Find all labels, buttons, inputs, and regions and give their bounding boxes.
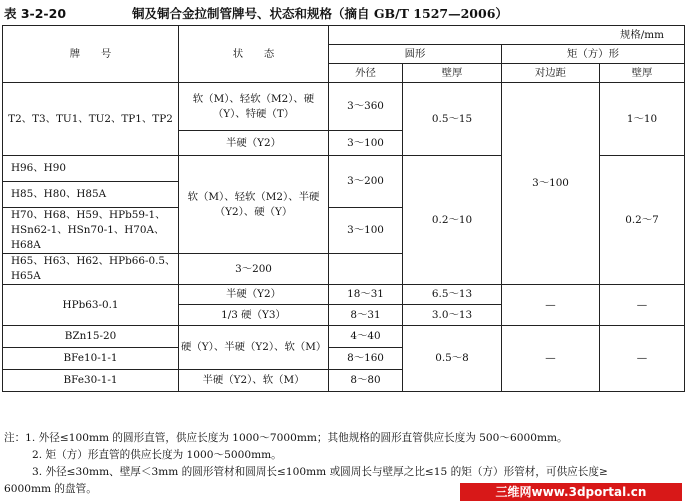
od-cell: 8～80	[329, 370, 403, 392]
table-caption	[4, 2, 684, 24]
dash-cell: —	[502, 326, 600, 392]
note-line: 6000mm 的盘管。	[4, 483, 97, 495]
rect-wall-cell: 0.2～7	[600, 156, 685, 285]
grade-cell: HPb63-0.1	[3, 285, 179, 326]
od-cell: 8～31	[329, 305, 403, 326]
rect-wall-cell: 1～10	[600, 83, 685, 156]
header-wall: 壁厚	[403, 64, 502, 83]
od-cell: 8～160	[329, 348, 403, 370]
od-cell: 4～40	[329, 326, 403, 348]
header-round: 圆形	[329, 45, 502, 64]
header-od: 外径	[329, 64, 403, 83]
dash-cell: —	[502, 285, 600, 326]
wall-cell: 0.5～15	[403, 83, 502, 156]
across-cell: 3～100	[502, 83, 600, 285]
state-cell: 半硬（Y2）	[179, 131, 329, 156]
watermark-logo: 三维网www.3dportal.cn	[460, 483, 682, 501]
spec-table	[2, 25, 685, 392]
dash-cell: —	[600, 326, 685, 392]
od-cell: 3～360	[329, 83, 403, 131]
od-cell: 3～100	[329, 131, 403, 156]
grade-cell: H70、H68、H59、HPb59-1、HSn62-1、HSn70-1、H70A、H68A	[3, 208, 179, 254]
note-line: 3. 外径≤30mm、壁厚＜3mm 的圆形管材和圆周长≤100mm 或圆周长与壁厚之比≤15 的矩（方）形管材，可供应长度≥	[32, 466, 608, 478]
table-number: 表 3-2-20	[4, 6, 67, 21]
od-cell: 3～200	[329, 156, 403, 208]
state-cell: 半硬（Y2）、软（M）	[179, 370, 329, 392]
state-cell: 1/3 硬（Y3）	[179, 305, 329, 326]
wall-cell: 0.2～10	[403, 156, 502, 285]
grade-cell: BFe10-1-1	[3, 348, 179, 370]
header-rect: 矩（方）形	[502, 45, 685, 64]
state-cell: 半硬（Y2）	[179, 285, 329, 305]
grade-cell: H96、H90	[3, 156, 179, 182]
od-cell: 3～200	[179, 254, 329, 285]
od-cell: 3～100	[329, 208, 403, 254]
note-line: 注：1. 外径≤100mm 的圆形直管，供应长度为 1000～7000mm；其他规格的圆形直管供应长度为 500～6000mm。	[4, 432, 568, 444]
header-across: 对边距	[502, 64, 600, 83]
state-cell: 软（M）、轻软（M2）、半硬（Y2）、硬（Y）	[179, 156, 329, 254]
state-cell: 软（M）、轻软（M2）、硬（Y）、特硬（T）	[179, 83, 329, 131]
table-title: 铜及铜合金拉制管牌号、状态和规格（摘自 GB/T 1527—2006）	[132, 6, 508, 21]
header-grade: 牌 号	[3, 26, 179, 83]
wall-cell: 0.5～8	[403, 326, 502, 392]
state-cell: 硬（Y）、半硬（Y2）、软（M）	[179, 326, 329, 370]
header-wall-rect: 壁厚	[600, 64, 685, 83]
wall-cell: 3.0～13	[403, 305, 502, 326]
wall-cell: 6.5～13	[403, 285, 502, 305]
header-state: 状 态	[179, 26, 329, 83]
header-spec: 规格/mm	[329, 26, 685, 45]
grade-cell: BFe30-1-1	[3, 370, 179, 392]
od-cell: 18～31	[329, 285, 403, 305]
grade-cell: H85、H80、H85A	[3, 182, 179, 208]
grade-cell: BZn15-20	[3, 326, 179, 348]
grade-cell: T2、T3、TU1、TU2、TP1、TP2	[3, 83, 179, 156]
grade-cell: H65、H63、H62、HPb66-0.5、H65A	[3, 254, 179, 285]
dash-cell: —	[600, 285, 685, 326]
note-line: 2. 矩（方）形直管的供应长度为 1000～5000mm。	[32, 449, 282, 461]
